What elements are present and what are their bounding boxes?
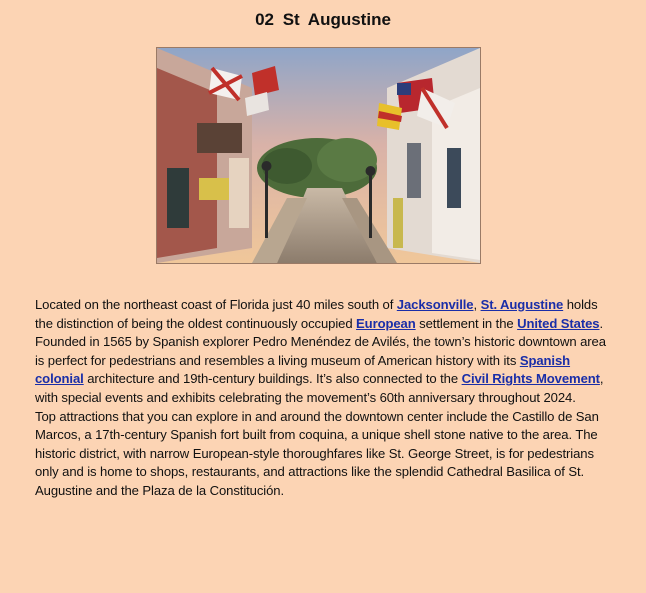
text-segment: settlement in the <box>415 315 518 331</box>
link-european[interactable]: European <box>356 315 416 331</box>
link-spanish-colonial[interactable]: Spanish colonial <box>35 352 571 387</box>
link-jacksonville[interactable]: Jacksonville <box>396 297 474 312</box>
text-segment: Located on the northeast coast of Florida just 40 miles south of <box>35 297 397 312</box>
text-segment: , <box>473 297 481 312</box>
text-segment: , with special events and exhibits celebrating the movement’s 60th anniversary throughout 2024. <box>35 371 604 405</box>
article-paragraph <box>35 296 615 408</box>
link-united-states[interactable]: United States <box>517 315 600 331</box>
article-paragraph: Top attractions that you can explore in and around the downtown center include the Castillo de San Marcos, a 17th-century Spanish fort built from coquina, a unique shell stone native to the area. The historic district, with narrow European-style thoroughfares like St. George Street, is for pedestrians only and is home to shops, restaurants, and attractions like the splendid Cathedral Basilica of St. Augustine and the Plaza de la Constitución. <box>35 408 599 498</box>
link-st-augustine[interactable]: St. Augustine <box>480 297 564 312</box>
article-body <box>35 296 615 501</box>
page-title: 02 St Augustine <box>255 10 391 29</box>
text-segment: . Founded in 1565 by Spanish explorer Pedro Menéndez de Avilés, the town’s historic downtown area is perfect for pedestrians and resembles a living museum of American history with its <box>35 315 606 368</box>
street-photo <box>156 47 481 264</box>
text-segment: holds the distinction of being the oldest continuously occupied <box>35 297 598 331</box>
text-segment: architecture and 19th-century buildings. It’s also connected to the <box>83 371 462 387</box>
link-civil-rights-movement[interactable]: Civil Rights Movement <box>461 371 600 387</box>
